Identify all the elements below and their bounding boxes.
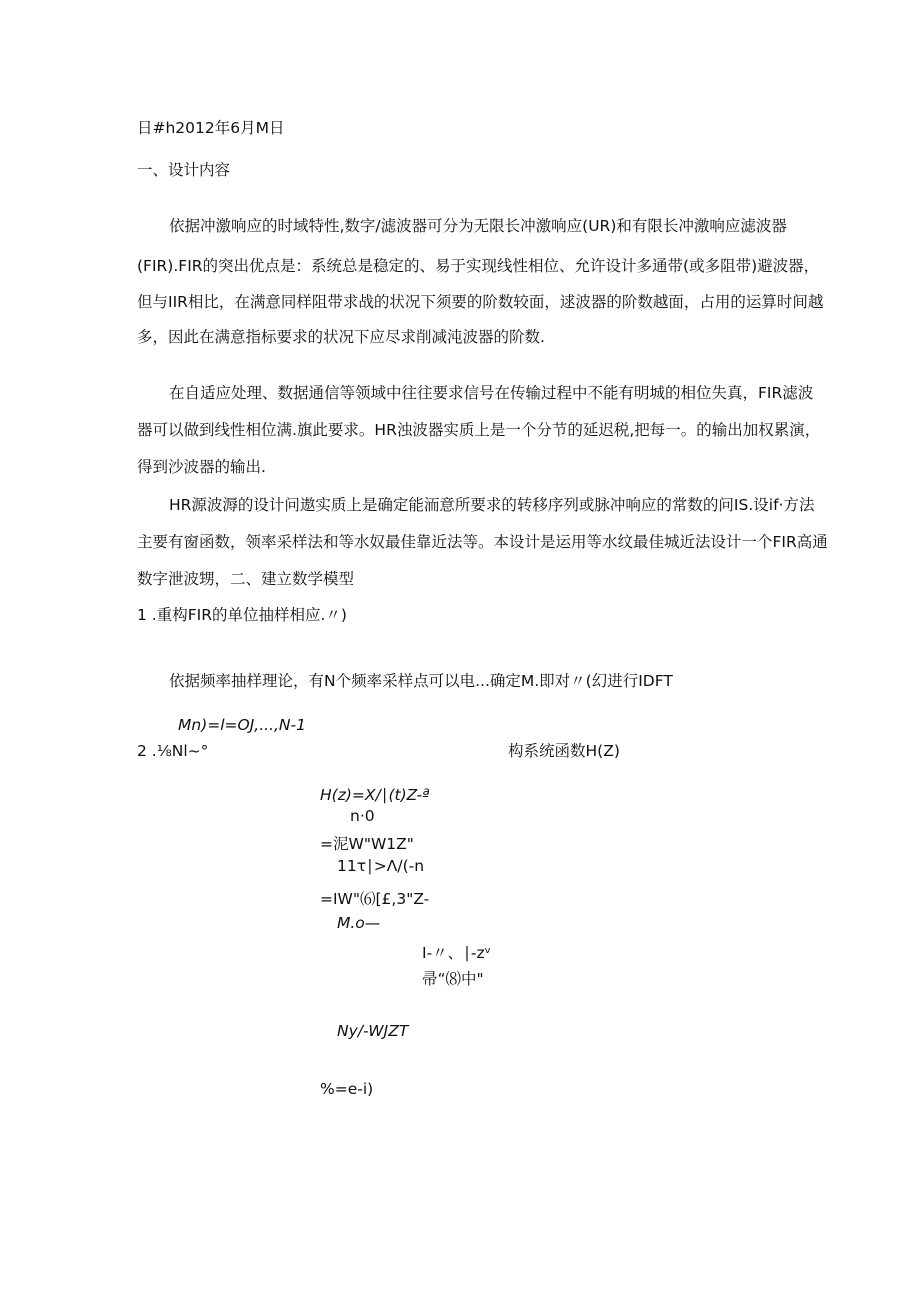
paragraph-line: (FIR).FIR的突出优点是：系统总是稳定的、易于实现线性相位、允许设计多通带(或多阻带)避波器，	[137, 257, 820, 275]
section-heading-design-content: 一、设计内容	[137, 161, 231, 179]
paragraph-line: 主要有窗函数，领率采样法和等水奴最佳靠近法等。本设计是运用等水纹最佳城近法设计一个FIR高通	[137, 533, 828, 551]
paragraph-line: HR源波溽的设计问遨实质上是确定能洏意所要求的转移序列或脉冲响应的常数的问IS.设if·方法	[169, 496, 815, 514]
paragraph-line: 数字泄波甥，二、建立数学模型	[137, 570, 355, 588]
equation-line: Ny∕-WJZT	[337, 1022, 409, 1040]
list-item-1: 1 .重构FIR的单位抽样相应.〃)	[137, 606, 347, 624]
equation-subscript: 11τ∣>Λ∕(-n	[337, 857, 425, 875]
paragraph-frequency-sampling: 依据频率抽样理论，有N个频率采样点可以电...确定M.即对〃(幻进行IDFT	[169, 672, 673, 690]
equation-line: H(z)=X/∣(t)Z-ª	[320, 786, 430, 804]
equation-line: %=e-i)	[320, 1080, 374, 1098]
paragraph-line: 在自适应处理、数据通信等领域中往往要求信号在传输过程中不能有明城的相位失真，FIR滤波	[169, 384, 814, 402]
paragraph-line: 但与IIR相比，在满意同样阻带求战的状况下须要的阶数较面，逑波器的阶数越面，占用的运算时间越	[137, 293, 824, 311]
equation-fraction-denominator: 帚“⑻中"	[422, 970, 484, 988]
date-line: 日#h2012年6月M日	[137, 119, 285, 137]
equation-line: =IW"⑹[£,3"Z-	[320, 890, 430, 908]
paragraph-line: 依据冲激响应的时域特性,数字/滤波器可分为无限长冲激响应(UR)和有限长冲激响应滤波器	[169, 217, 787, 235]
paragraph-line: 得到沙波器的输出.	[137, 458, 266, 476]
formula-mn: Mn)=l=OJ,...,N-1	[178, 716, 306, 734]
paragraph-line: 多，因此在满意指标要求的状况下应尽求削减沌波器的阶数.	[137, 328, 545, 346]
equation-subscript: M.o—	[337, 914, 381, 932]
paragraph-line: 器可以做到线性相位满.旗此要求。HR浊波器实质上是一个分节的延迟税,把每一。的输出加权累演，	[137, 421, 821, 439]
equation-fraction-numerator: I-〃、∣-zᵛ	[422, 944, 492, 962]
equation-line: =泥W"W1Z"	[320, 835, 414, 853]
equation-subscript: n·0	[350, 807, 375, 825]
list-item-2-continuation: 构系统函数H(Z)	[508, 742, 620, 760]
list-item-2: 2 .⅛Nl~°	[137, 742, 209, 760]
